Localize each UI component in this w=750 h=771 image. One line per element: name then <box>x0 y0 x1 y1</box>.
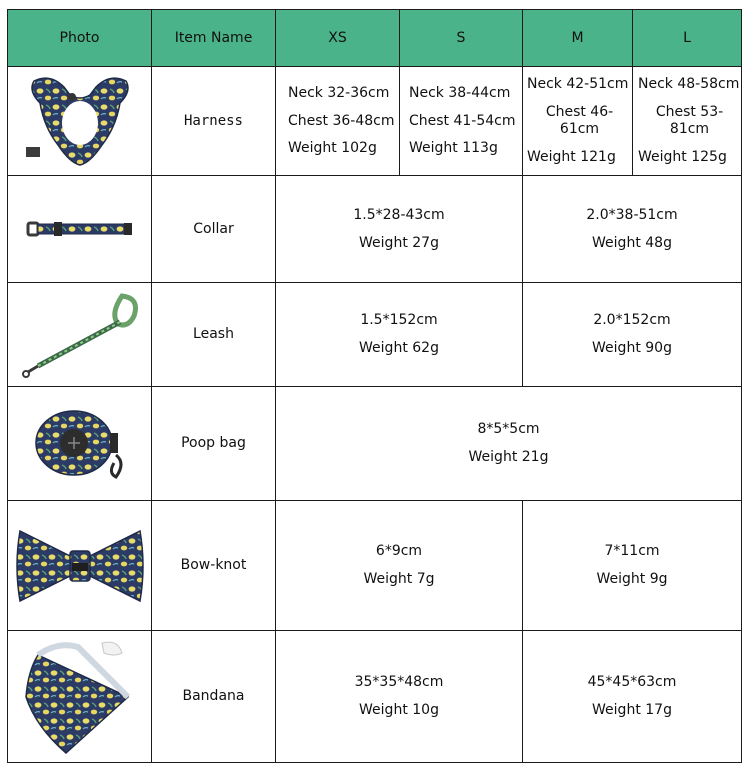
poop-bag-size: 8*5*5cm <box>477 421 540 438</box>
poop-bag-all <box>276 387 742 501</box>
header-l: L <box>633 10 742 67</box>
photo-cell <box>8 176 152 283</box>
table-row-collar <box>8 176 742 283</box>
poop-bag-weight: Weight 21g <box>468 449 549 465</box>
harness-s <box>400 67 523 176</box>
photo-cell <box>8 67 152 176</box>
table-row-leash <box>8 283 742 387</box>
bandana-m-l <box>523 631 742 763</box>
item-name-harness: Harness <box>152 67 276 176</box>
item-name-bandana: Bandana <box>152 631 276 763</box>
bow-knot-m-l-weight: Weight 9g <box>596 571 668 587</box>
harness-l-chest: Chest 53-81cm <box>655 104 724 137</box>
harness-l-weight: Weight 125g <box>638 148 727 165</box>
item-name-leash: Leash <box>152 283 276 387</box>
harness-photo <box>20 71 140 171</box>
bow-knot-m-l <box>523 501 742 631</box>
item-name-bow-knot: Bow-knot <box>152 501 276 631</box>
leash-m-l-size: 2.0*152cm <box>593 312 671 329</box>
item-name-poop-bag: Poop bag <box>152 387 276 501</box>
harness-s-neck: Neck 38-44cm <box>409 84 511 101</box>
harness-l-neck: Neck 48-58cm <box>638 76 740 93</box>
bandana-xs-s-size: 35*35*48cm <box>354 674 444 691</box>
header-m: M <box>523 10 633 67</box>
collar-m-l <box>523 176 742 283</box>
table-row-bandana <box>8 631 742 763</box>
harness-xs-chest: Chest 36-48cm <box>288 112 395 129</box>
header-s: S <box>400 10 523 67</box>
leash-photo <box>18 288 142 382</box>
table-row-bow-knot <box>8 501 742 631</box>
bow-knot-m-l-size: 7*11cm <box>604 543 660 560</box>
poop-bag-photo <box>20 399 140 489</box>
bandana-xs-s-weight: Weight 10g <box>359 702 439 718</box>
bandana-m-l-size: 45*45*63cm <box>587 674 677 691</box>
photo-cell <box>8 387 152 501</box>
leash-m-l-weight: Weight 90g <box>592 340 672 356</box>
header-photo: Photo <box>8 10 152 67</box>
size-table <box>7 9 742 763</box>
harness-xs-neck: Neck 32-36cm <box>288 84 390 101</box>
bandana-photo <box>18 637 142 757</box>
table-row-poop-bag <box>8 387 742 501</box>
table-row-harness <box>8 67 742 176</box>
collar-xs-s <box>276 176 523 283</box>
bandana-m-l-weight: Weight 17g <box>592 702 672 718</box>
collar-xs-s-size: 1.5*28-43cm <box>353 206 445 223</box>
harness-l <box>633 67 742 176</box>
collar-xs-s-weight: Weight 27g <box>359 234 439 251</box>
collar-m-l-weight: Weight 48g <box>592 234 672 251</box>
harness-m-chest: Chest 46-61cm <box>545 104 614 137</box>
photo-cell <box>8 283 152 387</box>
bandana-xs-s <box>276 631 523 763</box>
collar-photo <box>20 209 140 249</box>
leash-xs-s-weight: Weight 62g <box>359 340 439 356</box>
photo-cell <box>8 631 152 763</box>
leash-xs-s <box>276 283 523 387</box>
photo-cell <box>8 501 152 631</box>
header-item-name: Item Name <box>152 10 276 67</box>
header-xs: XS <box>276 10 400 67</box>
item-name-collar: Collar <box>152 176 276 283</box>
leash-m-l <box>523 283 742 387</box>
bow-knot-xs-s-size: 6*9cm <box>375 543 423 560</box>
harness-xs-weight: Weight 102g <box>288 140 377 157</box>
bow-knot-photo <box>16 521 144 611</box>
leash-xs-s-size: 1.5*152cm <box>360 312 438 329</box>
collar-m-l-size: 2.0*38-51cm <box>586 206 678 223</box>
bow-knot-xs-s <box>276 501 523 631</box>
bow-knot-xs-s-weight: Weight 7g <box>363 571 435 587</box>
harness-s-weight: Weight 113g <box>409 140 498 157</box>
header-row <box>8 10 742 67</box>
harness-s-chest: Chest 41-54cm <box>409 112 516 129</box>
harness-m-weight: Weight 121g <box>527 148 616 165</box>
harness-m <box>523 67 633 176</box>
harness-xs <box>276 67 400 176</box>
harness-m-neck: Neck 42-51cm <box>527 76 629 93</box>
